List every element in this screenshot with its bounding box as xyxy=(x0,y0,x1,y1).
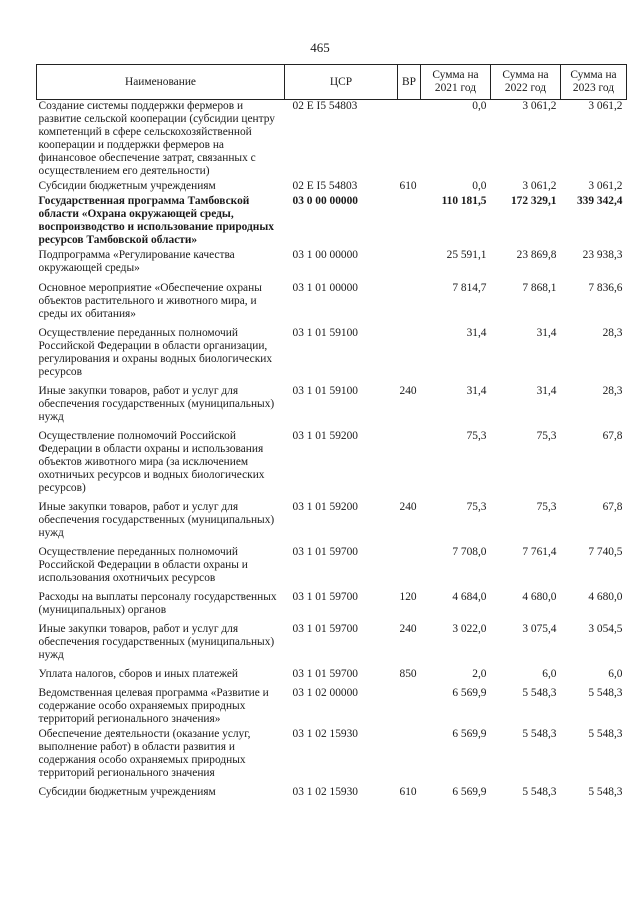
row-sum-2022: 5 548,3 xyxy=(522,687,557,699)
row-sum-2023: 3 061,2 xyxy=(588,100,623,112)
table-row xyxy=(37,623,627,668)
row-sum-2023: 5 548,3 xyxy=(588,687,623,699)
row-sum-2021: 110 181,5 xyxy=(441,195,487,207)
row-csr: 03 1 02 00000 xyxy=(292,687,358,699)
row-sum-2023: 5 548,3 xyxy=(588,786,623,798)
row-name: Основное мероприятие «Обеспечение охраны объектов растительного и животного мира, и среды их обитания» xyxy=(38,282,262,320)
table-row xyxy=(37,591,627,623)
row-csr: 02 Е I5 54803 xyxy=(292,100,358,112)
row-sum-2021: 2,0 xyxy=(472,668,487,680)
header-2022: Сумма на 2022 год xyxy=(491,65,561,100)
row-vr: 850 xyxy=(399,668,417,680)
row-sum-2021: 7 814,7 xyxy=(452,282,487,294)
row-name: Иные закупки товаров, работ и услуг для обеспечения государственных (муниципальных) нужд xyxy=(38,501,275,539)
row-sum-2021: 31,4 xyxy=(466,327,487,339)
row-csr: 03 0 00 00000 xyxy=(292,195,358,207)
row-sum-2023: 7 836,6 xyxy=(588,282,623,294)
row-sum-2022: 31,4 xyxy=(536,327,557,339)
row-sum-2022: 3 061,2 xyxy=(522,180,557,192)
row-sum-2021: 0,0 xyxy=(472,180,487,192)
row-csr: 03 1 01 00000 xyxy=(292,282,358,294)
row-vr: 120 xyxy=(399,591,417,603)
row-name: Иные закупки товаров, работ и услуг для обеспечения государственных (муниципальных) нужд xyxy=(38,623,275,661)
row-sum-2023: 3 061,2 xyxy=(588,180,623,192)
row-sum-2022: 6,0 xyxy=(542,668,557,680)
table-row xyxy=(37,249,627,282)
table-row xyxy=(37,195,627,249)
row-sum-2021: 6 569,9 xyxy=(452,728,487,740)
row-vr: 610 xyxy=(399,786,417,798)
table-row xyxy=(37,180,627,195)
table-body xyxy=(37,100,627,806)
table-row xyxy=(37,786,627,805)
row-sum-2023: 28,3 xyxy=(602,385,623,397)
row-sum-2022: 4 680,0 xyxy=(522,591,557,603)
row-csr: 03 1 01 59200 xyxy=(292,501,358,513)
header-vr: ВР xyxy=(398,65,421,100)
row-sum-2022: 75,3 xyxy=(536,430,557,442)
table-row xyxy=(37,385,627,430)
row-name: Субсидии бюджетным учреждениям xyxy=(38,180,216,192)
row-csr: 03 1 02 15930 xyxy=(292,728,358,740)
table-row xyxy=(37,546,627,591)
row-sum-2022: 172 329,1 xyxy=(510,195,557,207)
row-sum-2022: 3 075,4 xyxy=(522,623,557,635)
row-name: Осуществление полномочий Российской Федерации в области охраны и использования объектов животного мира (за исключением охотничьих ресурсов и водных биологических ресурсов) xyxy=(38,430,265,494)
row-name: Осуществление переданных полномочий Российской Федерации в области организации, регулирования и охраны водных биологических ресурсов xyxy=(38,327,273,378)
row-name: Подпрограмма «Регулирование качества окружающей среды» xyxy=(38,249,235,274)
row-sum-2023: 4 680,0 xyxy=(588,591,623,603)
table-row xyxy=(37,501,627,546)
row-sum-2022: 31,4 xyxy=(536,385,557,397)
row-name: Уплата налогов, сборов и иных платежей xyxy=(38,668,238,680)
row-sum-2021: 3 022,0 xyxy=(452,623,487,635)
table-row xyxy=(37,282,627,327)
row-sum-2021: 0,0 xyxy=(472,100,487,112)
row-vr: 610 xyxy=(399,180,417,192)
row-csr: 03 1 01 59700 xyxy=(292,623,358,635)
row-sum-2021: 6 569,9 xyxy=(452,687,487,699)
row-vr xyxy=(398,195,421,249)
row-csr: 03 1 01 59700 xyxy=(292,668,358,680)
row-name: Осуществление переданных полномочий Российской Федерации в области охраны и использования охотничьих ресурсов xyxy=(38,546,248,584)
header-name: Наименование xyxy=(37,65,285,100)
row-sum-2021: 6 569,9 xyxy=(452,786,487,798)
row-vr: 240 xyxy=(399,385,417,397)
row-name: Обеспечение деятельности (оказание услуг, выполнение работ) в области развития и содержания особо охраняемых природных территорий регионального значения xyxy=(38,728,251,779)
row-vr xyxy=(398,546,421,591)
row-csr: 03 1 01 59700 xyxy=(292,591,358,603)
row-sum-2021: 25 591,1 xyxy=(446,249,487,261)
budget-table xyxy=(36,64,627,805)
table-header xyxy=(37,65,627,100)
table-row xyxy=(37,100,627,181)
row-sum-2023: 7 740,5 xyxy=(588,546,623,558)
row-sum-2023: 67,8 xyxy=(602,501,623,513)
table-row xyxy=(37,327,627,385)
row-sum-2021: 31,4 xyxy=(466,385,487,397)
row-sum-2022: 23 869,8 xyxy=(516,249,557,261)
row-vr xyxy=(398,430,421,501)
row-csr: 03 1 01 59200 xyxy=(292,430,358,442)
table-row xyxy=(37,430,627,501)
row-vr: 240 xyxy=(399,501,417,513)
table-row xyxy=(37,687,627,728)
row-vr xyxy=(398,728,421,786)
header-2023: Сумма на 2023 год xyxy=(561,65,627,100)
row-name: Создание системы поддержки фермеров и развитие сельской кооперации (субсидии центру компетенций в сфере сельскохозяйственной кооперации и поддержки фермеров на финансовое обеспечение затрат, связанных с осуществлением его деятельности) xyxy=(38,100,275,177)
row-sum-2021: 4 684,0 xyxy=(452,591,487,603)
row-sum-2022: 5 548,3 xyxy=(522,728,557,740)
table-row xyxy=(37,728,627,786)
row-csr: 02 Е I5 54803 xyxy=(292,180,358,192)
row-sum-2021: 75,3 xyxy=(466,501,487,513)
row-sum-2023: 28,3 xyxy=(602,327,623,339)
row-sum-2023: 23 938,3 xyxy=(582,249,623,261)
row-name: Иные закупки товаров, работ и услуг для обеспечения государственных (муниципальных) нужд xyxy=(38,385,275,423)
row-sum-2022: 5 548,3 xyxy=(522,786,557,798)
row-vr xyxy=(398,100,421,181)
row-name: Расходы на выплаты персоналу государственных (муниципальных) органов xyxy=(38,591,277,616)
row-sum-2021: 7 708,0 xyxy=(452,546,487,558)
row-vr xyxy=(398,687,421,728)
row-csr: 03 1 01 59700 xyxy=(292,546,358,558)
row-sum-2023: 6,0 xyxy=(608,668,623,680)
row-name: Субсидии бюджетным учреждениям xyxy=(38,786,216,798)
row-csr: 03 1 02 15930 xyxy=(292,786,358,798)
row-csr: 03 1 00 00000 xyxy=(292,249,358,261)
row-sum-2021: 75,3 xyxy=(466,430,487,442)
row-csr: 03 1 01 59100 xyxy=(292,385,358,397)
row-vr: 240 xyxy=(399,623,417,635)
row-sum-2022: 75,3 xyxy=(536,501,557,513)
row-name: Ведомственная целевая программа «Развитие и содержание особо охраняемых природных территорий регионального значения» xyxy=(38,687,269,725)
row-sum-2022: 7 761,4 xyxy=(522,546,557,558)
row-csr: 03 1 01 59100 xyxy=(292,327,358,339)
table-row xyxy=(37,668,627,687)
row-sum-2022: 7 868,1 xyxy=(522,282,557,294)
row-vr xyxy=(398,327,421,385)
header-2021: Сумма на 2021 год xyxy=(421,65,491,100)
row-sum-2022: 3 061,2 xyxy=(522,100,557,112)
row-sum-2023: 5 548,3 xyxy=(588,728,623,740)
header-csr: ЦСР xyxy=(285,65,398,100)
row-sum-2023: 339 342,4 xyxy=(576,195,623,207)
row-vr xyxy=(398,282,421,327)
page-number: 465 xyxy=(310,40,330,55)
row-sum-2023: 3 054,5 xyxy=(588,623,623,635)
row-vr xyxy=(398,249,421,282)
row-name: Государственная программа Тамбовской области «Охрана окружающей среды, воспроизводство и использование природных ресурсов Тамбовской области» xyxy=(38,195,274,246)
row-sum-2023: 67,8 xyxy=(602,430,623,442)
